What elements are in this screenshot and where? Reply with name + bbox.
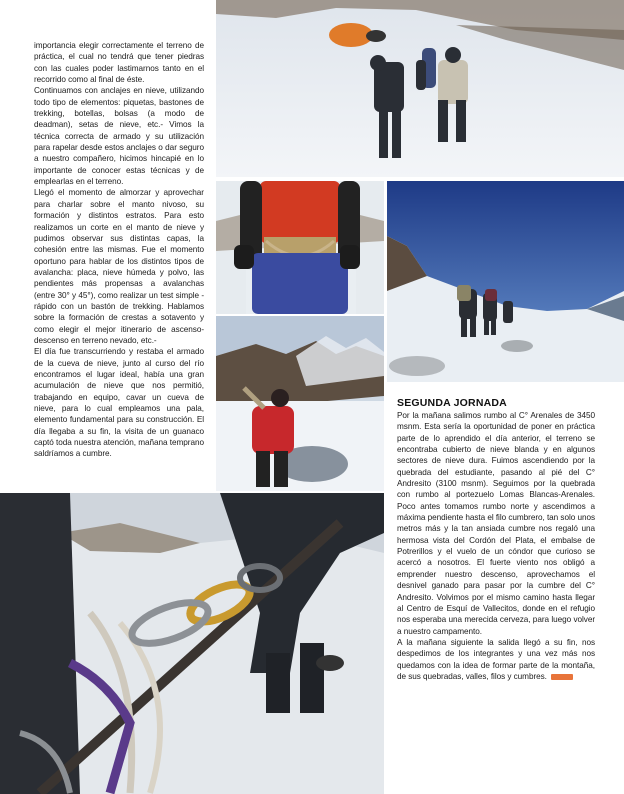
paragraph: Por la mañana salimos rumbo al C° Arenales de 3450 msnm. Esta sería la oportunidad de poner en práctica parte de lo aprendido el día anterior, el terreno se encontraba cubierto de nieve blanda y en algunos sectores de nieve dura. Fuimos ascendiendo por la quebrada del estudiante, pasando al pié del C° Andresito (3100 msnm). Seguimos por la quebrada con rumbo al portezuelo Lomas Blancas-Arenales. Poco antes tomamos rumbo norte y ascendimos a máxima pendiente hasta el filo cumbrero, tan solo unos metros más y la tan ansiada cumbre nos regaló una hermosa vista del Cordón del Plata, el embalse de Potrerillos y el vuelo de un cóndor que curioso se acercó a nosotros. El fuerte viento nos obligó a emprender nuestro descenso, aprovechamos el desnivel ganado para pasar por la cumbre del C° Andresito. Volvimos por el mismo camino hasta llegar al Centro de Esquí de Vallecitos, donde en el refugio nos esperaba una merecida cerveza, para luego volver a nuestro campamento.	[397, 411, 596, 636]
paragraph: El día fue transcurriendo y restaba el armado de la cueva de nieve, junto al curso del río encontramos el lugar ideal, había una gran acumulación de nieve que nos permitió, trabajando en equipo, cavar un cueva de nieve, para lo cual empleamos una pala, elemento fundamental para su construcción. El día llegaba a su fin, la visita de un guanaco captó toda nuestra atención, mañana temprano saldríamos a cumbre.	[34, 347, 204, 459]
paragraph: importancia elegir correctamente el terreno de práctica, el cual no tendrá que tener piedras con las cuales poder lastimarnos tanto en el recorrido como al final de éste.	[34, 41, 204, 85]
photo-ascent-blue-sky	[387, 181, 624, 382]
paragraph: Continuamos con anclajes en nieve, utilizando todo tipo de elementos: piquetas, bastones de trekking, botellas, bolsas (a modo de deadman), setas de nieve, etc.- Vimos la técnica correcta de armado y su utilización para rapelar desde estos anclajes o dar seguro a nuestro compañero, hicimos hincapié en lo importante de conocer estas técnicas y de emplearlas en el terreno.	[34, 86, 204, 187]
photo-red-jacket-harness	[216, 181, 384, 314]
right-text-column	[397, 410, 595, 682]
photo-snow-camp-group	[216, 0, 624, 177]
section-title: SEGUNDA JORNADA	[397, 397, 507, 409]
photo-carabiners-rope	[0, 493, 384, 794]
paragraph: Llegó el momento de almorzar y aprovechar para charlar sobre el manto nivoso, su formación y distintos estratos. Para esto realizamos un corte en el manto de nieve y pudimos observar sus distintas capas, la cohesión entre las mismas. Fue el momento oportuno para hablar de los distintos tipos de avalancha: placa, nieve húmeda y polvo, las pendientes más propensas a avalanchas (entre 30° y 45°), como realizar un test simple - rápido con un bastón de trekking. Hablamos sobre la formación de crestas a sotavento y como elegir el mejor itinerario de ascenso-descenso en terreno nevado, etc.-	[34, 188, 204, 345]
paragraph: A la mañana siguiente la salida llegó a su fin, nos despedimos de los integrantes y una vez más nos quedamos con la idea de formar parte de la montaña, de sus quebradas, valles, filos y cumbres.	[397, 637, 595, 681]
photo-snow-cave	[216, 316, 384, 491]
article-end-mark	[551, 674, 573, 680]
left-text-column	[34, 40, 204, 460]
